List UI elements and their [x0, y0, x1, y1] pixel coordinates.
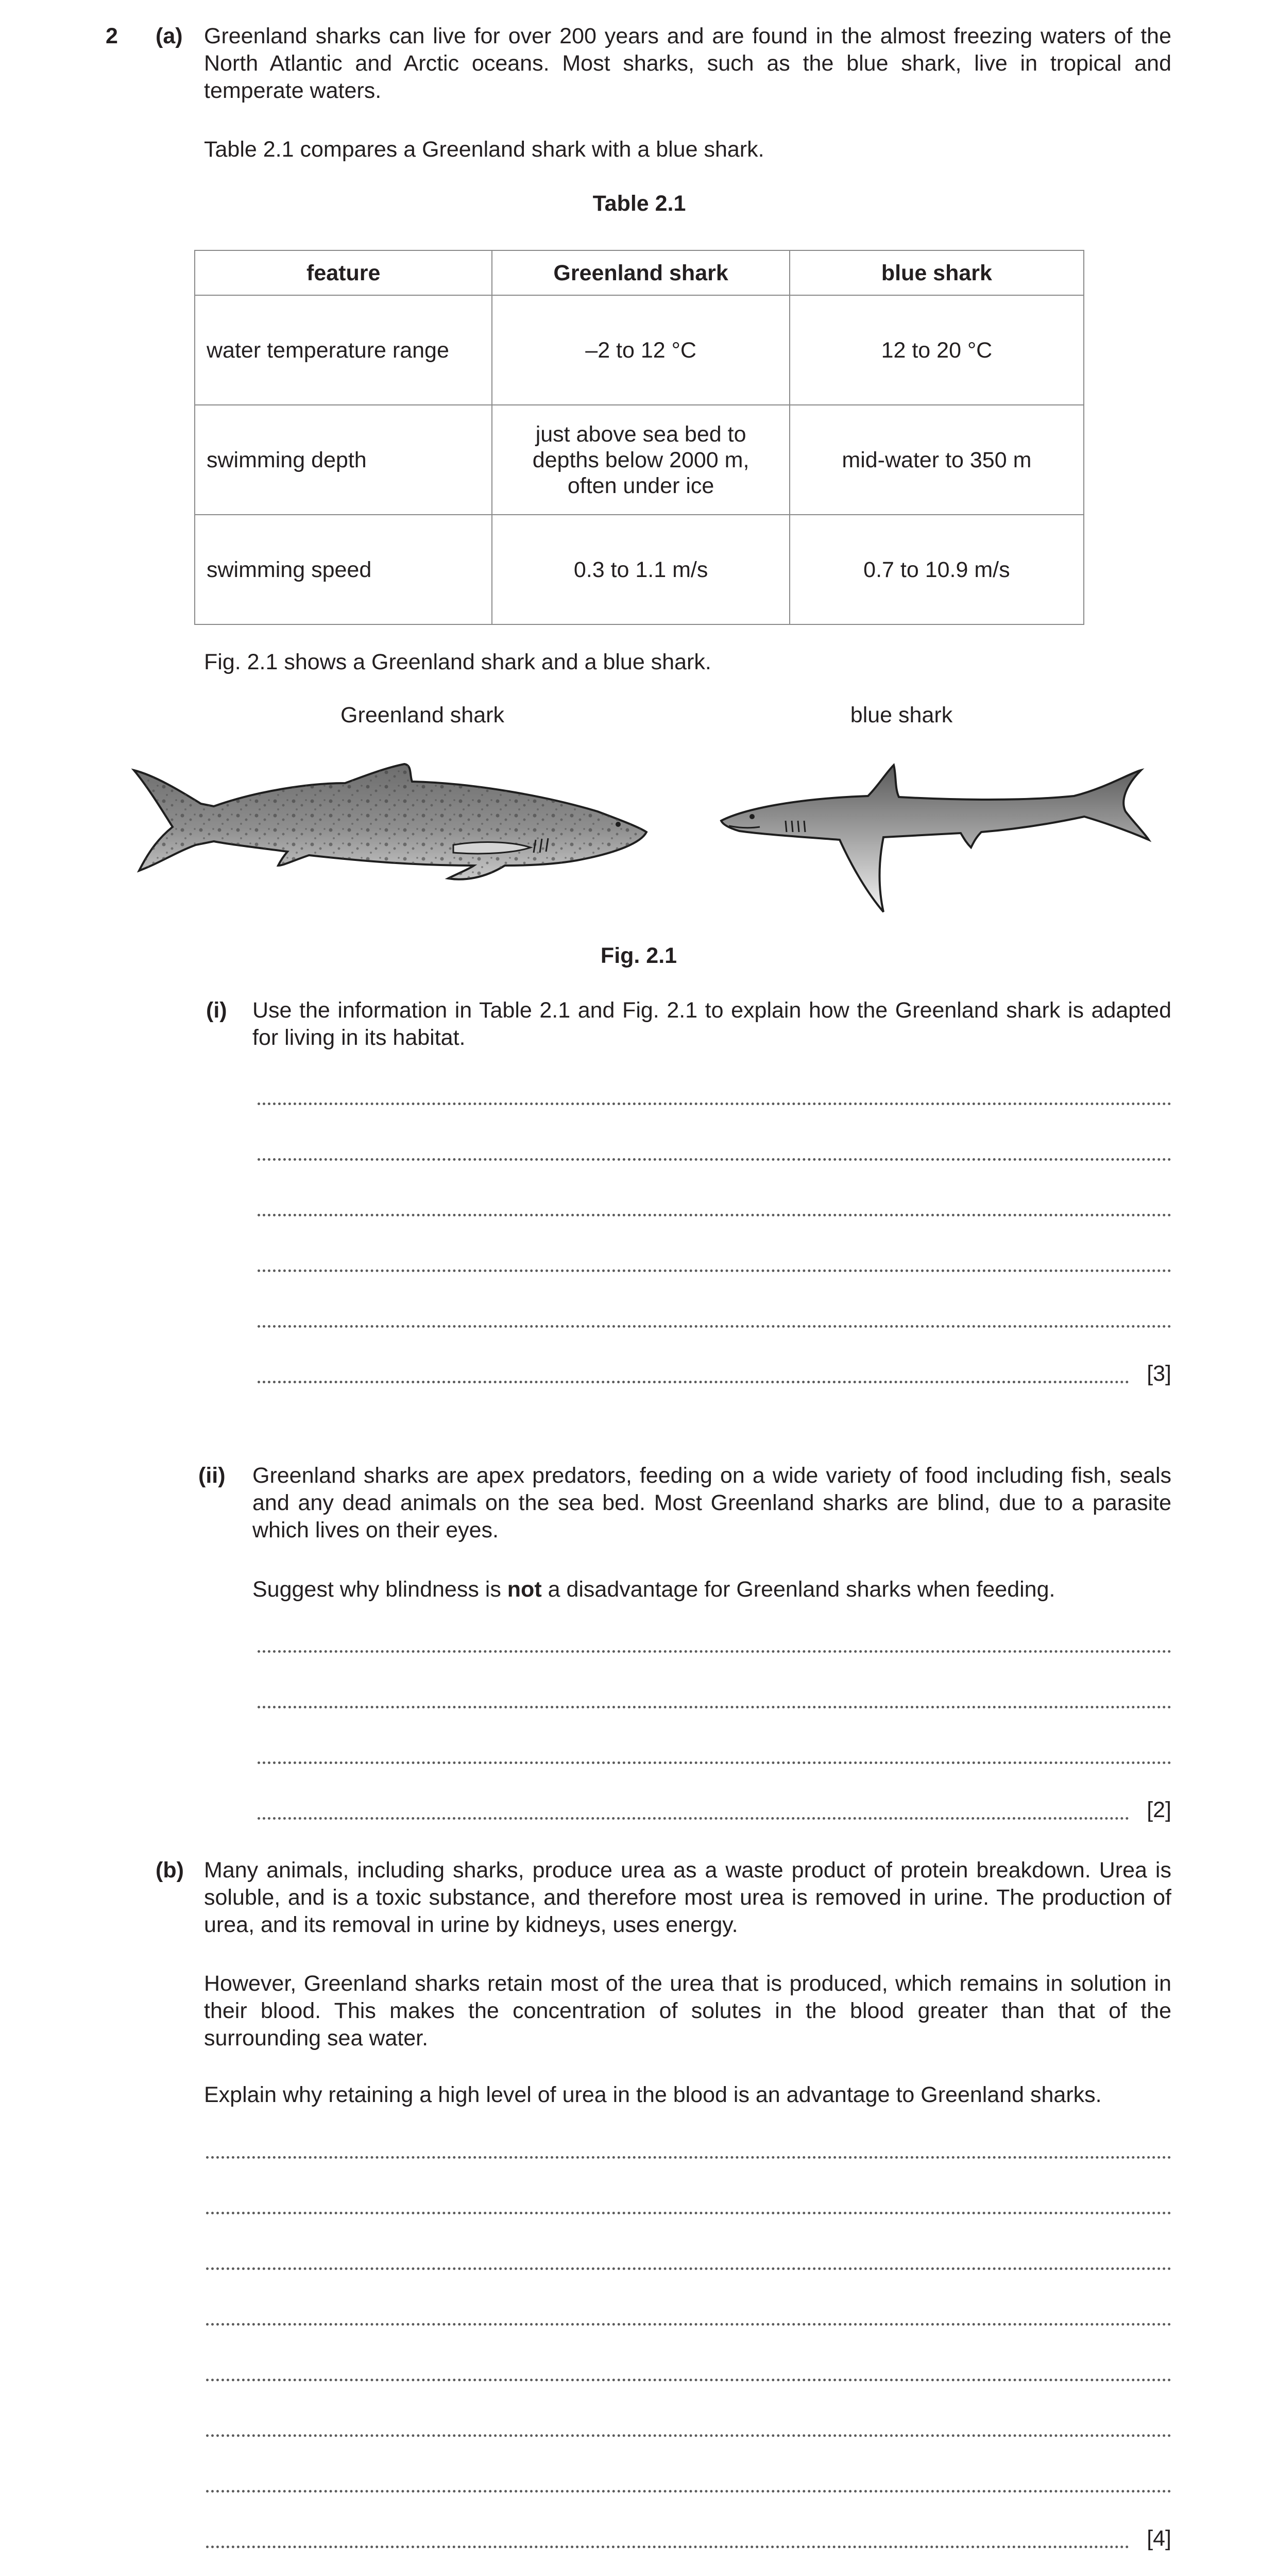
part-b-text-1: Many animals, including sharks, produce urea as a waste product of protein breakdown. Urea is soluble, and is a toxic substance, and therefore most urea is removed in urine. The production of urea, and its removal in urine by kidneys, uses energy. [204, 1858, 1171, 1937]
answer-line[interactable] [206, 2156, 1171, 2159]
part-b-text-2: However, Greenland sharks retain most of the urea that is produced, which remains in solution in their blood. This makes the concentration of solutes in the blood greater than that of the surrounding sea water. [204, 1971, 1171, 2050]
answer-line[interactable] [258, 1706, 1171, 1708]
answer-line[interactable] [206, 2267, 1171, 2270]
answer-line[interactable] [206, 2434, 1171, 2437]
part-b-label: (b) [156, 1858, 184, 1883]
part-i-question: Use the information in Table 2.1 and Fig. 2.1 to explain how the Greenland shark is adapted for living in its habitat. [252, 998, 1171, 1050]
part-ii-question: Greenland sharks are apex predators, feeding on a wide variety of food including fish, seals and any dead animals on the sea bed. Most Greenland sharks are blind, due to a parasite which lives on their eyes. [252, 1463, 1171, 1543]
answer-line[interactable] [258, 1650, 1171, 1653]
table-row [195, 405, 1084, 515]
table-row [195, 515, 1084, 624]
table-cell: mid-water to 350 m [790, 405, 1084, 515]
table-header: Greenland shark [492, 250, 789, 295]
answer-line[interactable] [206, 2546, 1129, 2548]
emphasis-not: not [507, 1577, 542, 1602]
figure-label-greenland: Greenland shark [340, 703, 504, 727]
part-ii-prompt: Suggest why blindness is not a disadvantage for Greenland sharks when feeding. [252, 1577, 1055, 1602]
figure-caption: Fig. 2.1 [600, 943, 677, 968]
table-caption: Table 2.1 [592, 191, 686, 216]
part-a-label: (a) [156, 24, 183, 48]
part-i-label: (i) [206, 998, 227, 1023]
comparison-table [194, 250, 1084, 625]
table-cell: water temperature range [195, 295, 492, 405]
table-intro: Table 2.1 compares a Greenland shark with a blue shark. [204, 137, 764, 162]
answer-line[interactable] [206, 2212, 1171, 2214]
answer-line[interactable] [258, 1381, 1129, 1383]
table-header: feature [195, 250, 492, 295]
table-header-row [195, 250, 1084, 295]
answer-line[interactable] [258, 1325, 1171, 1328]
table-cell: 0.7 to 10.9 m/s [790, 515, 1084, 624]
part-b-marks: [4] [1147, 2526, 1171, 2551]
figure-label-blue: blue shark [850, 703, 953, 727]
part-ii-label: (ii) [198, 1463, 226, 1488]
answer-line[interactable] [258, 1761, 1171, 1764]
part-b-prompt: Explain why retaining a high level of urea in the blood is an advantage to Greenland sharks. [204, 2082, 1102, 2107]
table-header: blue shark [790, 250, 1084, 295]
answer-line[interactable] [206, 2379, 1171, 2381]
table-cell: just above sea bed to depths below 2000 m, often under ice [492, 405, 789, 515]
part-ii-marks: [2] [1147, 1798, 1171, 1822]
table-cell: swimming depth [195, 405, 492, 515]
question-number: 2 [106, 24, 118, 48]
table-cell: swimming speed [195, 515, 492, 624]
blue-shark-illustration [713, 760, 1167, 914]
part-i-marks: [3] [1147, 1361, 1171, 1386]
answer-line[interactable] [258, 1158, 1171, 1161]
answer-line[interactable] [258, 1103, 1171, 1105]
table-cell: 12 to 20 °C [790, 295, 1084, 405]
table-row [195, 295, 1084, 405]
answer-line[interactable] [206, 2323, 1171, 2326]
answer-line[interactable] [258, 1817, 1129, 1820]
answer-line[interactable] [258, 1214, 1171, 1216]
answer-line[interactable] [258, 1269, 1171, 1272]
greenland-shark-illustration [124, 755, 659, 884]
table-cell: 0.3 to 1.1 m/s [492, 515, 789, 624]
table-cell: –2 to 12 °C [492, 295, 789, 405]
answer-line[interactable] [206, 2490, 1171, 2493]
intro-text: Greenland sharks can live for over 200 years and are found in the almost freezing waters of the North Atlantic and Arctic oceans. Most sharks, such as the blue shark, live in tropical and temperate waters. [204, 24, 1171, 103]
figure-intro: Fig. 2.1 shows a Greenland shark and a blue shark. [204, 650, 711, 674]
